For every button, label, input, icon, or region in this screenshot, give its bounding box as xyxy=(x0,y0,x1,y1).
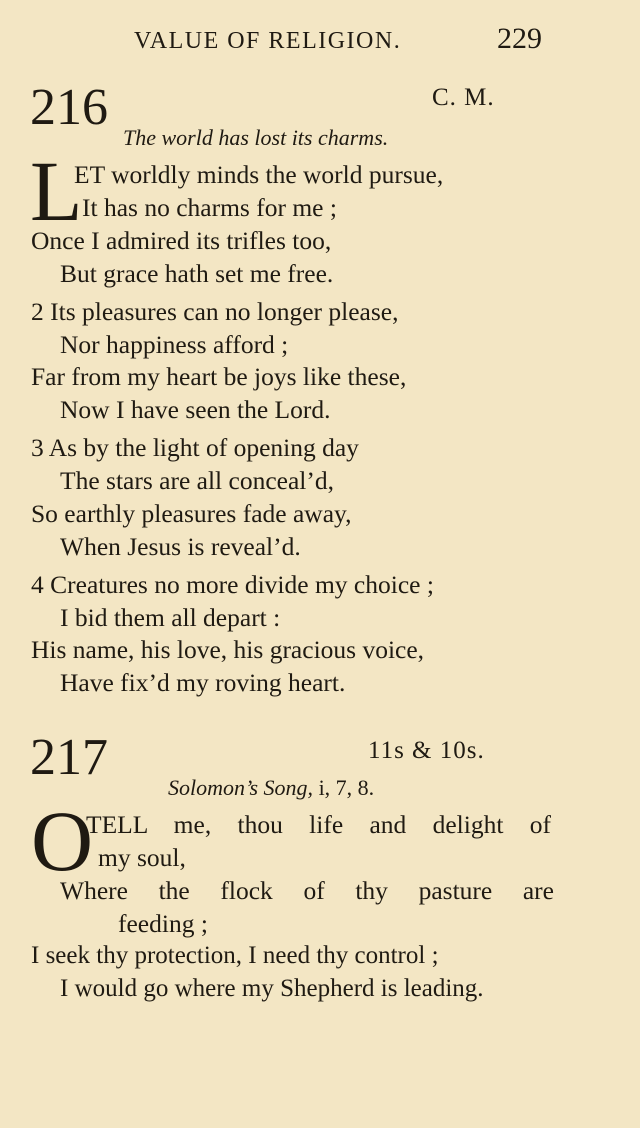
running-header xyxy=(0,22,640,62)
verse-line: Now I have seen the Lord. xyxy=(60,395,331,424)
verse-line: 4 Creatures no more divide my choice ; xyxy=(31,570,434,599)
hymn-number: 217 xyxy=(30,729,108,786)
verse-line: The stars are all conceal’d, xyxy=(60,466,334,495)
drop-cap: O xyxy=(31,793,94,889)
verse-line: Once I admired its trifles too, xyxy=(31,226,332,255)
hymn-subtitle-reference: i, 7, 8. xyxy=(318,775,375,800)
hymn-subtitle: The world has lost its charms. xyxy=(123,125,389,150)
verse-line: His name, his love, his gracious voice, xyxy=(31,635,425,664)
verse-line: 2 Its pleasures can no longer please, xyxy=(31,297,399,326)
verse-line: When Jesus is reveal’d. xyxy=(60,532,301,561)
hymn-meter: 11s & 10s. xyxy=(368,737,485,764)
verse-line: Have fix’d my roving heart. xyxy=(60,668,346,697)
hymn-number: 216 xyxy=(30,79,108,136)
verse-line: I would go where my Shepherd is leading. xyxy=(60,975,484,1002)
verse-line: Far from my heart be joys like these, xyxy=(31,362,407,391)
drop-cap: L xyxy=(30,143,83,239)
running-title: VALUE OF RELIGION. xyxy=(134,28,402,54)
hymn-meter: C. M. xyxy=(432,84,495,111)
verse-line: But grace hath set me free. xyxy=(60,259,334,288)
verse-line: Where the flock of thy pasture are xyxy=(60,876,554,905)
verse-line: my soul, xyxy=(98,843,186,872)
verse-line: So earthly pleasures fade away, xyxy=(31,499,352,528)
verse-line: I seek thy protection, I need thy control ; xyxy=(31,942,439,969)
verse-line: TELL me, thou life and delight of xyxy=(86,810,551,839)
hymn-subtitle: Solomon’s Song, i, 7, 8. xyxy=(168,775,375,800)
page-number: 229 xyxy=(497,22,542,55)
verse-line: Nor happiness afford ; xyxy=(60,330,289,359)
verse-line: ET worldly minds the world pursue, xyxy=(74,160,444,189)
verse-line: 3 As by the light of opening day xyxy=(31,433,359,462)
verse-line: feeding ; xyxy=(118,909,208,938)
verse-line: I bid them all depart : xyxy=(60,603,281,632)
verse-line: It has no charms for me ; xyxy=(82,193,337,222)
